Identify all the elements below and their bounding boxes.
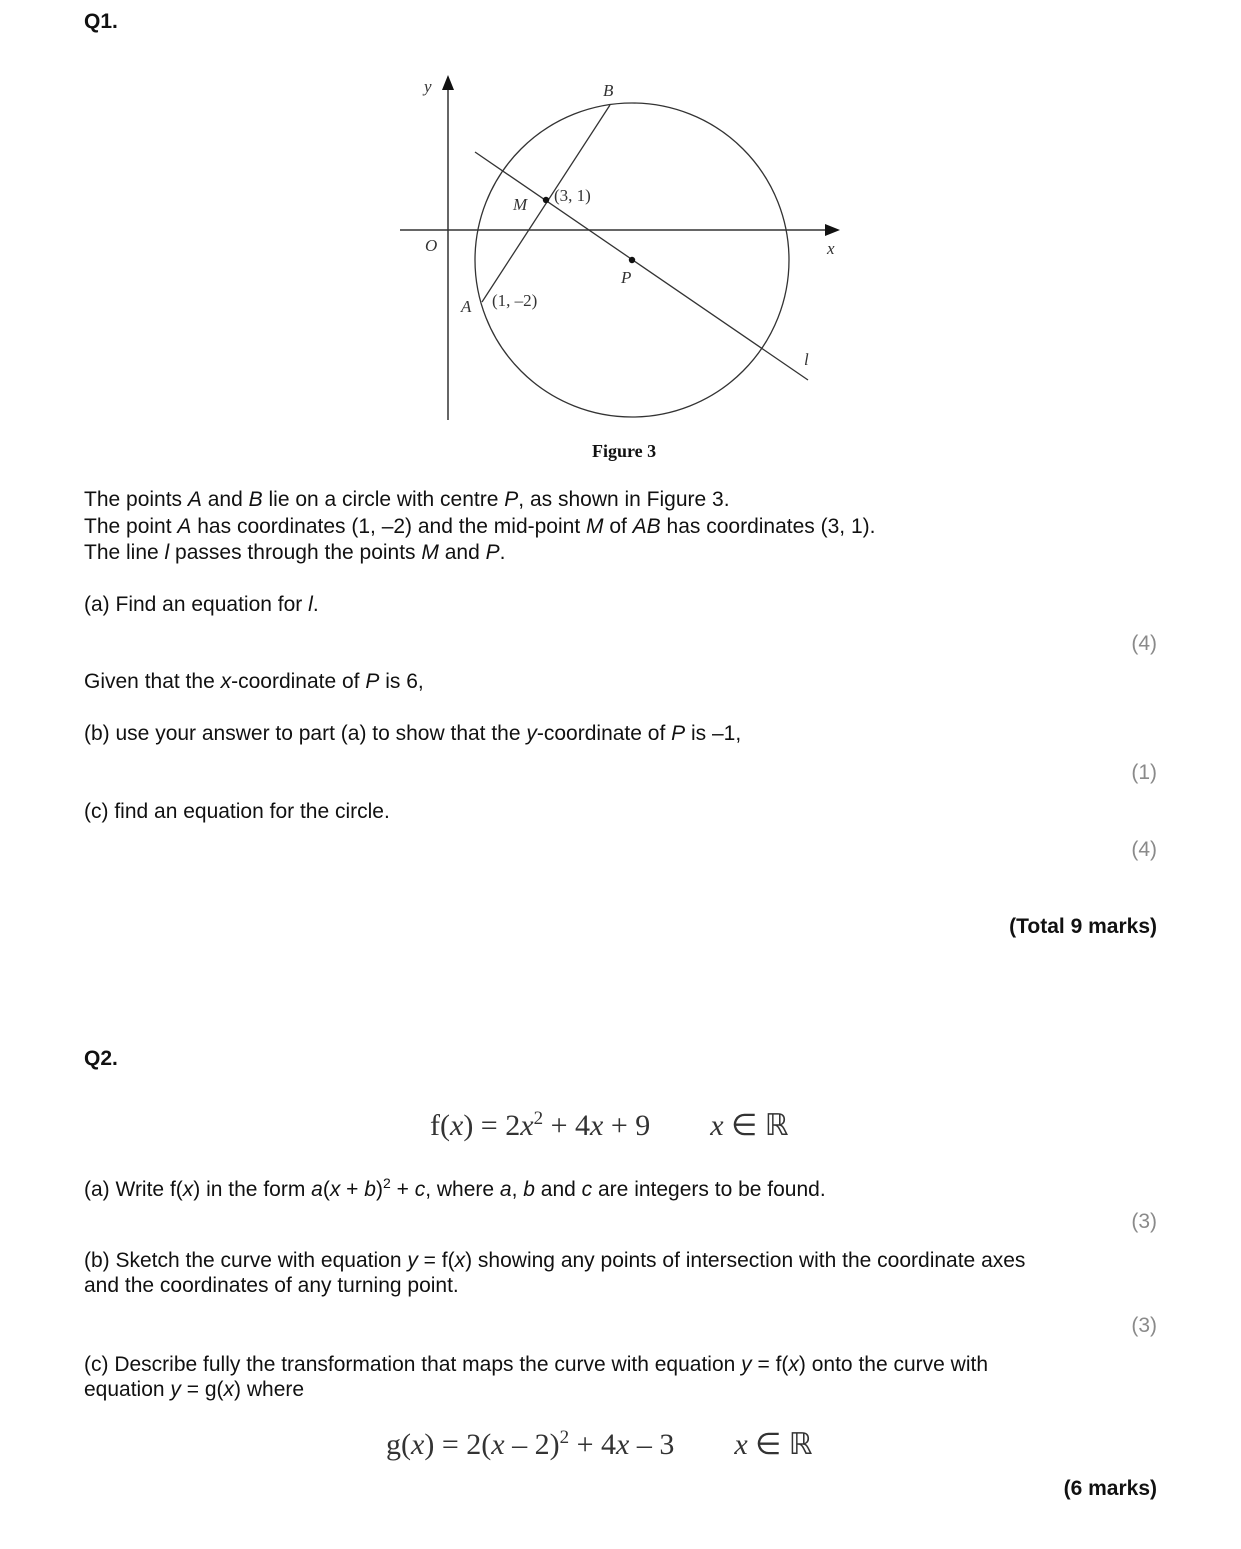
q1-part-a: (a) Find an equation for l. [84,593,319,616]
x-axis-label: x [827,239,835,258]
q1-line-3: The line l passes through the points M and P. [84,541,506,564]
q2-marks-a: (3) [1131,1210,1157,1233]
y-axis-arrow-icon [442,75,454,90]
origin-label: O [425,236,438,255]
q1-marks-a: (4) [1131,632,1157,655]
q2-part-b-line-2: and the coordinates of any turning point. [84,1273,459,1297]
q1-marks-c: (4) [1131,838,1157,861]
figure-caption: Figure 3 [592,441,657,461]
q1-part-b: (b) use your answer to part (a) to show that the y-coordinate of P is –1, [84,722,742,745]
q2-part-c-line-2: equation y = g(x) where [84,1377,305,1401]
line-l-label: l [804,350,809,369]
x-axis-arrow-icon [825,224,840,236]
coord-m-label: (3, 1) [554,186,591,205]
q2-total-marks: (6 marks) [1063,1477,1157,1500]
q2-part-b-line-1: (b) Sketch the curve with equation y = f(x) showing any points of intersection with the coordinate axes [84,1249,1026,1272]
equation-f: $f(x) = 2x^2 + 4x + 9$ x ∈ ℝ [430,1108,789,1142]
equation-g: g(x) = 2(x – 2)$^2$ + 4x – 3 x ∈ ℝ [386,1427,813,1461]
q1-line-2: The point A has coordinates (1, –2) and the mid-point M of AB has coordinates (3, 1). [84,514,876,538]
q1-given: Given that the x-coordinate of P is 6, [84,670,424,693]
q2-part-c-line-1: (c) Describe fully the transformation that maps the curve with equation y = f(x) onto the curve with [84,1353,988,1376]
q1-part-c: (c) find an equation for the circle. [84,800,390,823]
q2-part-b [84,1248,1025,1299]
q2-label: Q2. [84,1047,118,1070]
q2-marks-b: (3) [1131,1314,1157,1337]
point-p-label: P [621,268,632,287]
point-m-label: M [513,195,528,214]
q1-total-marks: (Total 9 marks) [1009,915,1157,938]
q2-part-a: (a) Write f(x) in the form $a(x + b)^2 + c$, where a, b and c are integers to be found. [84,1175,826,1201]
figure-3-diagram [380,65,860,435]
point-a-label: A [461,297,472,316]
q1-statement [84,487,875,567]
q2-part-c [84,1352,988,1403]
point-b-label: B [603,81,614,100]
y-axis-label: y [424,77,432,96]
point-m-dot [543,197,549,203]
q1-marks-b: (1) [1131,761,1157,784]
q1-label: Q1. [84,10,118,33]
line-l [475,152,808,380]
coord-a-label: (1, –2) [492,291,538,310]
point-p-dot [629,257,635,263]
q1-line-1: The points A and B lie on a circle with centre P, as shown in Figure 3. [84,488,730,511]
